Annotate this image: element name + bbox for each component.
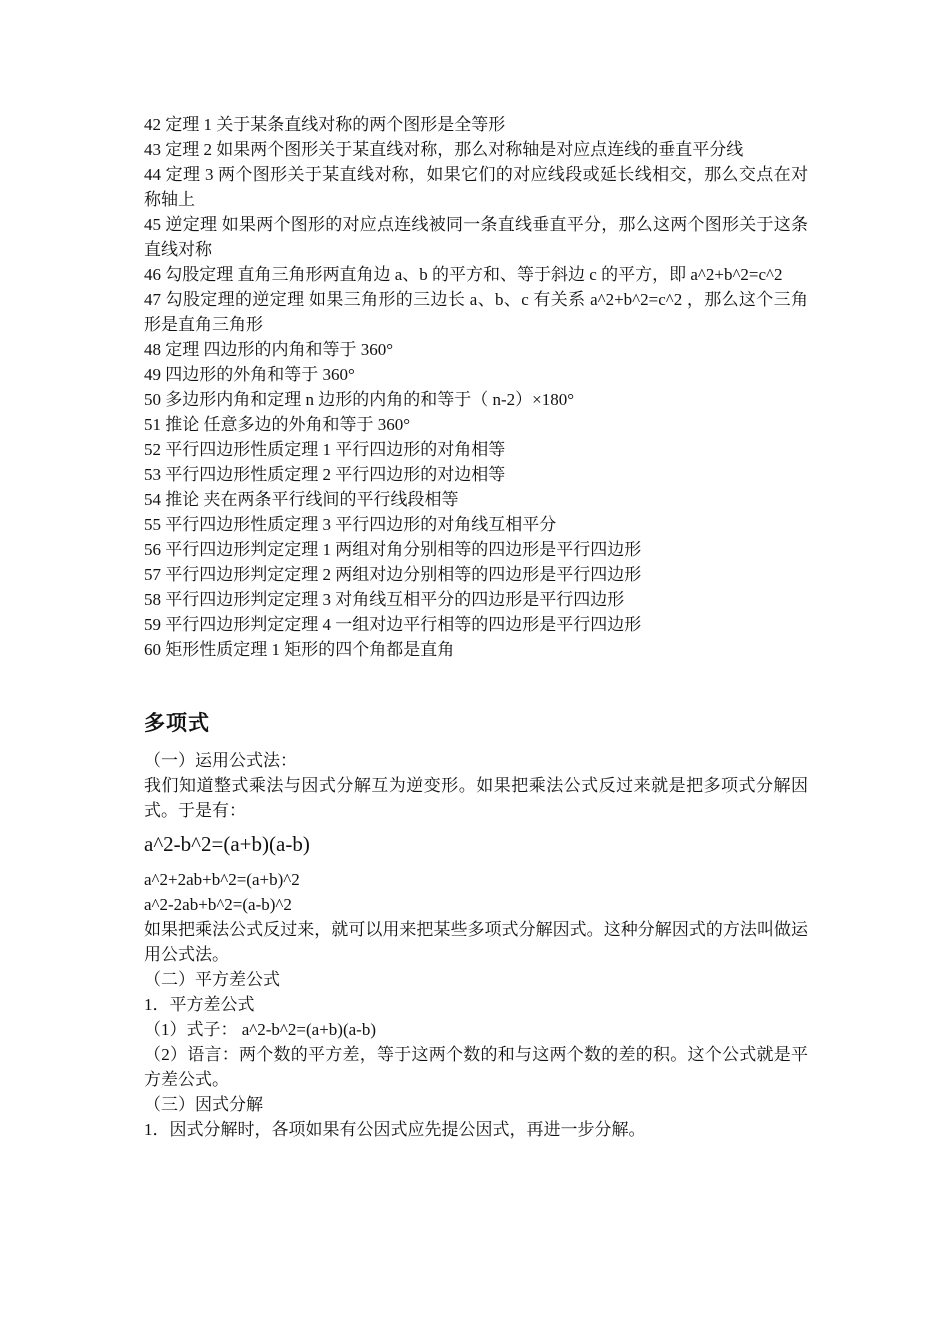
formula-difference-of-squares: a^2-b^2=(a+b)(a-b) bbox=[144, 832, 310, 856]
item-factorization: 1．因式分解时，各项如果有公因式应先提公因式，再进一步分解。 bbox=[144, 1120, 646, 1139]
theorem-51: 51 推论 任意多边的外角和等于 360° bbox=[144, 415, 411, 434]
theorem-52: 52 平行四边形性质定理 1 平行四边形的对角相等 bbox=[144, 440, 506, 459]
theorem-list bbox=[144, 112, 808, 662]
subheading-factorization: （三）因式分解 bbox=[144, 1095, 263, 1114]
theorem-43: 43 定理 2 如果两个图形关于某直线对称，那么对称轴是对应点连线的垂直平分线 bbox=[144, 140, 744, 159]
theorem-60: 60 矩形性质定理 1 矩形的四个角都是直角 bbox=[144, 640, 455, 659]
theorem-45: 45 逆定理 如果两个图形的对应点连线被同一条直线垂直平分，那么这两个图形关于这条直线对称 bbox=[144, 215, 808, 259]
item-expression: （1）式子： a^2-b^2=(a+b)(a-b) bbox=[144, 1020, 376, 1039]
theorem-55: 55 平行四边形性质定理 3 平行四边形的对角线互相平分 bbox=[144, 515, 557, 534]
subheading-formula-method: （一）运用公式法： bbox=[144, 751, 297, 770]
section-spacer bbox=[144, 662, 808, 708]
polynomial-section bbox=[144, 708, 808, 1142]
explain-paragraph: 如果把乘法公式反过来，就可以用来把某些多项式分解因式。这种分解因式的方法叫做运用公式法。 bbox=[144, 920, 808, 964]
formula-square-sum: a^2+2ab+b^2=(a+b)^2 bbox=[144, 870, 300, 889]
theorem-46: 46 勾股定理 直角三角形两直角边 a、b 的平方和、等于斜边 c 的平方，即 a^2+b^2=c^2 bbox=[144, 265, 783, 284]
formula-square-difference: a^2-2ab+b^2=(a-b)^2 bbox=[144, 895, 292, 914]
item-difference-of-squares: 1．平方差公式 bbox=[144, 995, 255, 1014]
item-language: （2）语言：两个数的平方差，等于这两个数的和与这两个数的差的积。这个公式就是平方差公式。 bbox=[144, 1045, 808, 1089]
section-heading: 多项式 bbox=[144, 711, 210, 735]
theorem-56: 56 平行四边形判定定理 1 两组对角分别相等的四边形是平行四边形 bbox=[144, 540, 642, 559]
theorem-58: 58 平行四边形判定定理 3 对角线互相平分的四边形是平行四边形 bbox=[144, 590, 625, 609]
theorem-57: 57 平行四边形判定定理 2 两组对边分别相等的四边形是平行四边形 bbox=[144, 565, 642, 584]
theorem-48: 48 定理 四边形的内角和等于 360° bbox=[144, 340, 394, 359]
subheading-difference-of-squares: （二）平方差公式 bbox=[144, 970, 280, 989]
theorem-47: 47 勾股定理的逆定理 如果三角形的三边长 a、b、c 有关系 a^2+b^2=c^2 ，那么这个三角形是直角三角形 bbox=[144, 290, 808, 334]
theorem-54: 54 推论 夹在两条平行线间的平行线段相等 bbox=[144, 490, 459, 509]
theorem-53: 53 平行四边形性质定理 2 平行四边形的对边相等 bbox=[144, 465, 506, 484]
intro-paragraph: 我们知道整式乘法与因式分解互为逆变形。如果把乘法公式反过来就是把多项式分解因式。于是有： bbox=[144, 776, 808, 820]
theorem-42: 42 定理 1 关于某条直线对称的两个图形是全等形 bbox=[144, 115, 506, 134]
theorem-59: 59 平行四边形判定定理 4 一组对边平行相等的四边形是平行四边形 bbox=[144, 615, 642, 634]
document-page bbox=[144, 112, 808, 1142]
theorem-44: 44 定理 3 两个图形关于某直线对称，如果它们的对应线段或延长线相交，那么交点在对称轴上 bbox=[144, 165, 808, 209]
theorem-49: 49 四边形的外角和等于 360° bbox=[144, 365, 355, 384]
theorem-50: 50 多边形内角和定理 n 边形的内角的和等于（ n-2）×180° bbox=[144, 390, 575, 409]
